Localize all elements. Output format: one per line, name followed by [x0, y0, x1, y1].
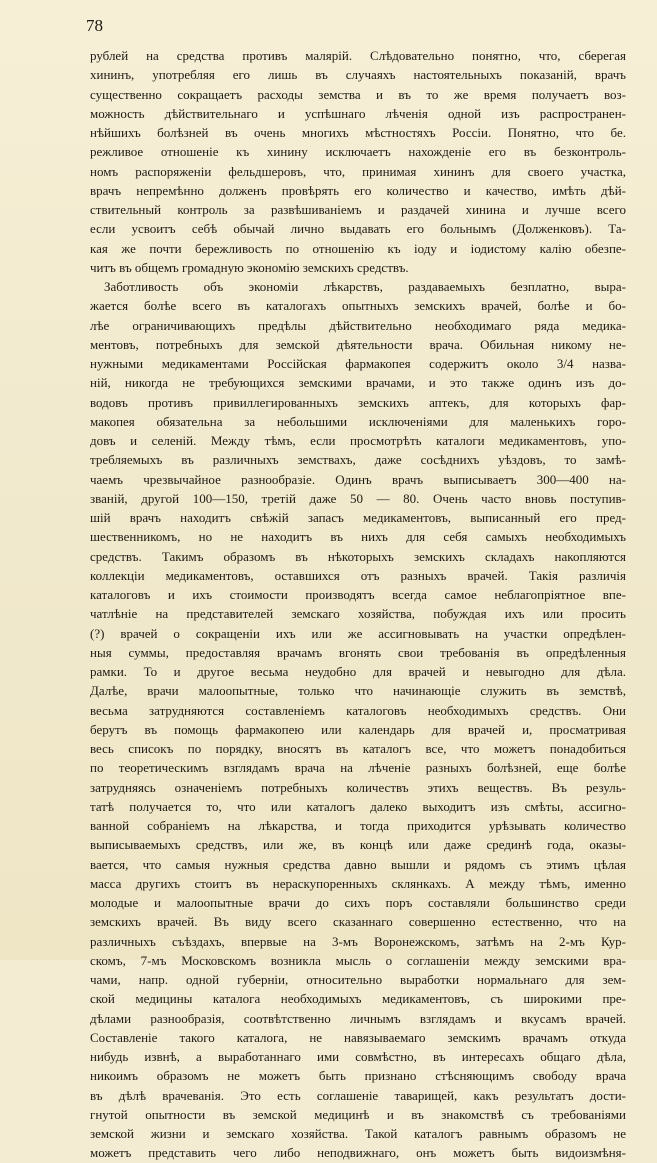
page-number: 78 — [86, 16, 103, 35]
text-line: врачъ непремѣнно долженъ провѣрять его количество и качество, имѣть дѣй- — [90, 182, 626, 198]
text-line: скомъ, 7-мъ Московскомъ возникла мысль о соглашенiи между земскими вра- — [90, 952, 626, 968]
text-line: средствъ. Такимъ образомъ въ нѣкоторыхъ земскихъ складахъ накопляются — [90, 548, 626, 564]
text-line: въ дѣлѣ врачеванiя. Это есть соглашенiе таварищей, какъ результатъ дости- — [90, 1087, 626, 1103]
text-line: молодые и малоопытные врачи до сихъ поръ составляли большинство среди — [90, 895, 626, 910]
text-line: по теоретическимъ взглядамъ врача на лѣченiе разныхъ болѣзней, еще болѣе — [90, 760, 626, 776]
text-line: читъ въ общемъ громадную экономiю земскихъ средствъ. — [90, 259, 409, 275]
text-line: нибудь извнѣ, а выработаннаго ими совмѣстно, въ интересахъ общаго дѣла, — [90, 1049, 626, 1064]
text-line: Далѣе, врачи малоопытные, только что начинающiе служить въ земствѣ, — [90, 683, 626, 699]
text-line: Заботливость объ экономiи лѣкарствъ, раздаваемыхъ безплатно, выра- — [104, 279, 626, 294]
text-line: гнутой опытности въ земской медицинѣ и въ знакомствѣ съ требованiями — [90, 1106, 626, 1122]
text-line: водовъ противъ привиллегированныхъ земскихъ аптекъ, для которыхъ фар- — [90, 394, 626, 410]
text-line: жается болѣе всего въ каталогахъ опытныхъ земскихъ врачей, болѣе и бо- — [90, 298, 626, 314]
text-line: ментовъ, потребныхъ для земской дѣятельности врача. Обильная никому не- — [90, 336, 626, 352]
text-line: дѣлами разнообразiя, соотвѣтственно личнымъ взглядамъ и вкусамъ врачей. — [90, 1010, 626, 1026]
text-line: весьма затрудняются составленiемъ каталоговъ необходимыхъ средствъ. Они — [90, 702, 626, 718]
text-line: каталоговъ и ихъ стоимости производятъ всегда самое неблагопрiятное впе- — [90, 587, 626, 602]
text-line: никоимъ образомъ не можетъ быть признано стѣсняющимъ свободу врача — [90, 1068, 626, 1084]
text-line: выписываемыхъ средствъ, или же, въ концѣ или даже срединѣ года, оказы- — [90, 837, 626, 853]
text-line: Составленiе такого каталога, не навязываемаго земскимъ врачамъ откуда — [90, 1029, 626, 1045]
text-line: (?) врачей о сокращенiи ихъ или же ассигновывать на участки опредѣлен- — [90, 625, 626, 641]
text-line: затрудняясь означенiемъ потребныхъ количествъ этихъ веществъ. Въ резуль- — [90, 779, 626, 795]
text-line: нужными медикаментами Россiйская фармакопея содержитъ около 3/4 назва- — [90, 356, 626, 371]
text-line: чатлѣнiе на представителей земскаго хозяйства, побуждая ихъ или просить — [90, 606, 626, 622]
body-text — [90, 46, 626, 1163]
text-line: рамки. То и другое весьма неудобно для врачей и невыгодно для дѣла. — [90, 664, 626, 679]
text-line: рублей на средства противъ малярiй. Слѣдовательно понятно, что, сберегая — [90, 48, 626, 63]
text-line: кая же почти бережливость по отношенiю къ iоду и iодистому калiю обезпе- — [90, 240, 626, 256]
text-line: требляемыхъ въ различныхъ земствахъ, даже сосѣднихъ уѣздовъ, то замѣ- — [90, 452, 626, 468]
text-line: режливое отношенiе къ хинину исключаетъ нахожденiе его въ безконтроль- — [90, 144, 626, 160]
text-line: существенно сокращаетъ расходы земства и въ то же время получаетъ воз- — [90, 86, 626, 102]
text-line: различныхъ съѣздахъ, впервые на 3-мъ Воронежскомъ, затѣмъ на 2-мъ Кур- — [90, 933, 626, 949]
text-line: чами, напр. одной губернiи, относительно выработки нормальнаго для зем- — [90, 972, 626, 987]
text-line: можность дѣйствительнаго и успѣшнаго лѣченiя одной изъ распространен- — [90, 105, 626, 121]
text-line: земской жизни и земскаго хозяйства. Такой каталогъ равнымъ образомъ не — [90, 1126, 626, 1141]
text-line: татѣ получается то, что или каталогъ далеко выходитъ изъ смѣты, ассигно- — [90, 798, 626, 814]
text-line: масса другихъ стоитъ въ нераскупоренныхъ склянкахъ. А между тѣмъ, именно — [90, 875, 626, 891]
text-line: можетъ представить чего либо неподвижнаго, онъ можетъ быть видоизмѣня- — [90, 1145, 626, 1161]
text-line: ныя суммы, предоставляя врачамъ вгонять свои требованiя въ опредѣленныя — [90, 644, 626, 660]
text-line: если усвоитъ себѣ обычай лично выдавать его больнымъ (Долженковъ). Та- — [90, 221, 626, 237]
text-line: ванной собранiемъ на лѣкарства, и тогда приходится урѣзывать количество — [90, 818, 626, 833]
text-line: номъ распоряженiи фельдшеровъ, что, принимая хининъ для своего участка, — [90, 163, 626, 179]
text-line: земскихъ врачей. Въ виду всего сказаннаго совершенно естественно, что на — [90, 914, 626, 930]
text-line: шiй врачъ находитъ свѣжiй запасъ медикаментовъ, выписанный его пред- — [90, 510, 626, 525]
text-line: весь списокъ по порядку, вносятъ въ каталогъ все, что можетъ понадобиться — [90, 741, 626, 756]
text-line: званiй, другой 100—150, третiй даже 50 — 80. Очень часто вновь поступив- — [90, 490, 626, 506]
text-line: коллекцiи медикаментовъ, оставшихся отъ разныхъ врачей. Такiя различiя — [90, 567, 626, 583]
text-line: шественникомъ, но не находитъ въ нихъ для себя самыхъ необходимыхъ — [90, 529, 626, 545]
text-line: макопея обязательна за небольшими исключенiями для маленькихъ горо- — [90, 413, 626, 429]
text-line: чаемъ чрезвычайное разнообразiе. Одинъ врачъ выписываетъ 300—400 на- — [90, 471, 626, 487]
text-line: довъ и селенiй. Между тѣмъ, если просмотрѣть каталоги медикаментовъ, упо- — [90, 433, 626, 448]
text-line: хининъ, употребляя его лишь въ случаяхъ настоятельныхъ показанiй, врачъ — [90, 67, 626, 83]
text-line: ствительный контроль за развѣшиванiемъ и раздачей хинина и лучше всего — [90, 202, 626, 217]
text-line: берутъ въ помощь фармакопею или календарь для врачей и, просматривая — [90, 721, 626, 737]
text-line: нѣйшихъ болѣзней въ очень многихъ мѣстностяхъ Россiи. Понятно, что бе. — [90, 125, 626, 140]
text-line: лѣе ограничивающихъ предѣлы дѣйствительно необходимаго ряда медика- — [90, 317, 626, 333]
text-line: вается, что самыя нужныя средства давно вышли и рядомъ съ этимъ цѣлая — [90, 856, 626, 872]
text-line: нiй, никогда не требующихся земскими врачами, и это также одинъ изъ до- — [90, 375, 626, 391]
text-line: ской медицины каталога необходимыхъ медикаментовъ, съ широкими пре- — [90, 991, 626, 1007]
